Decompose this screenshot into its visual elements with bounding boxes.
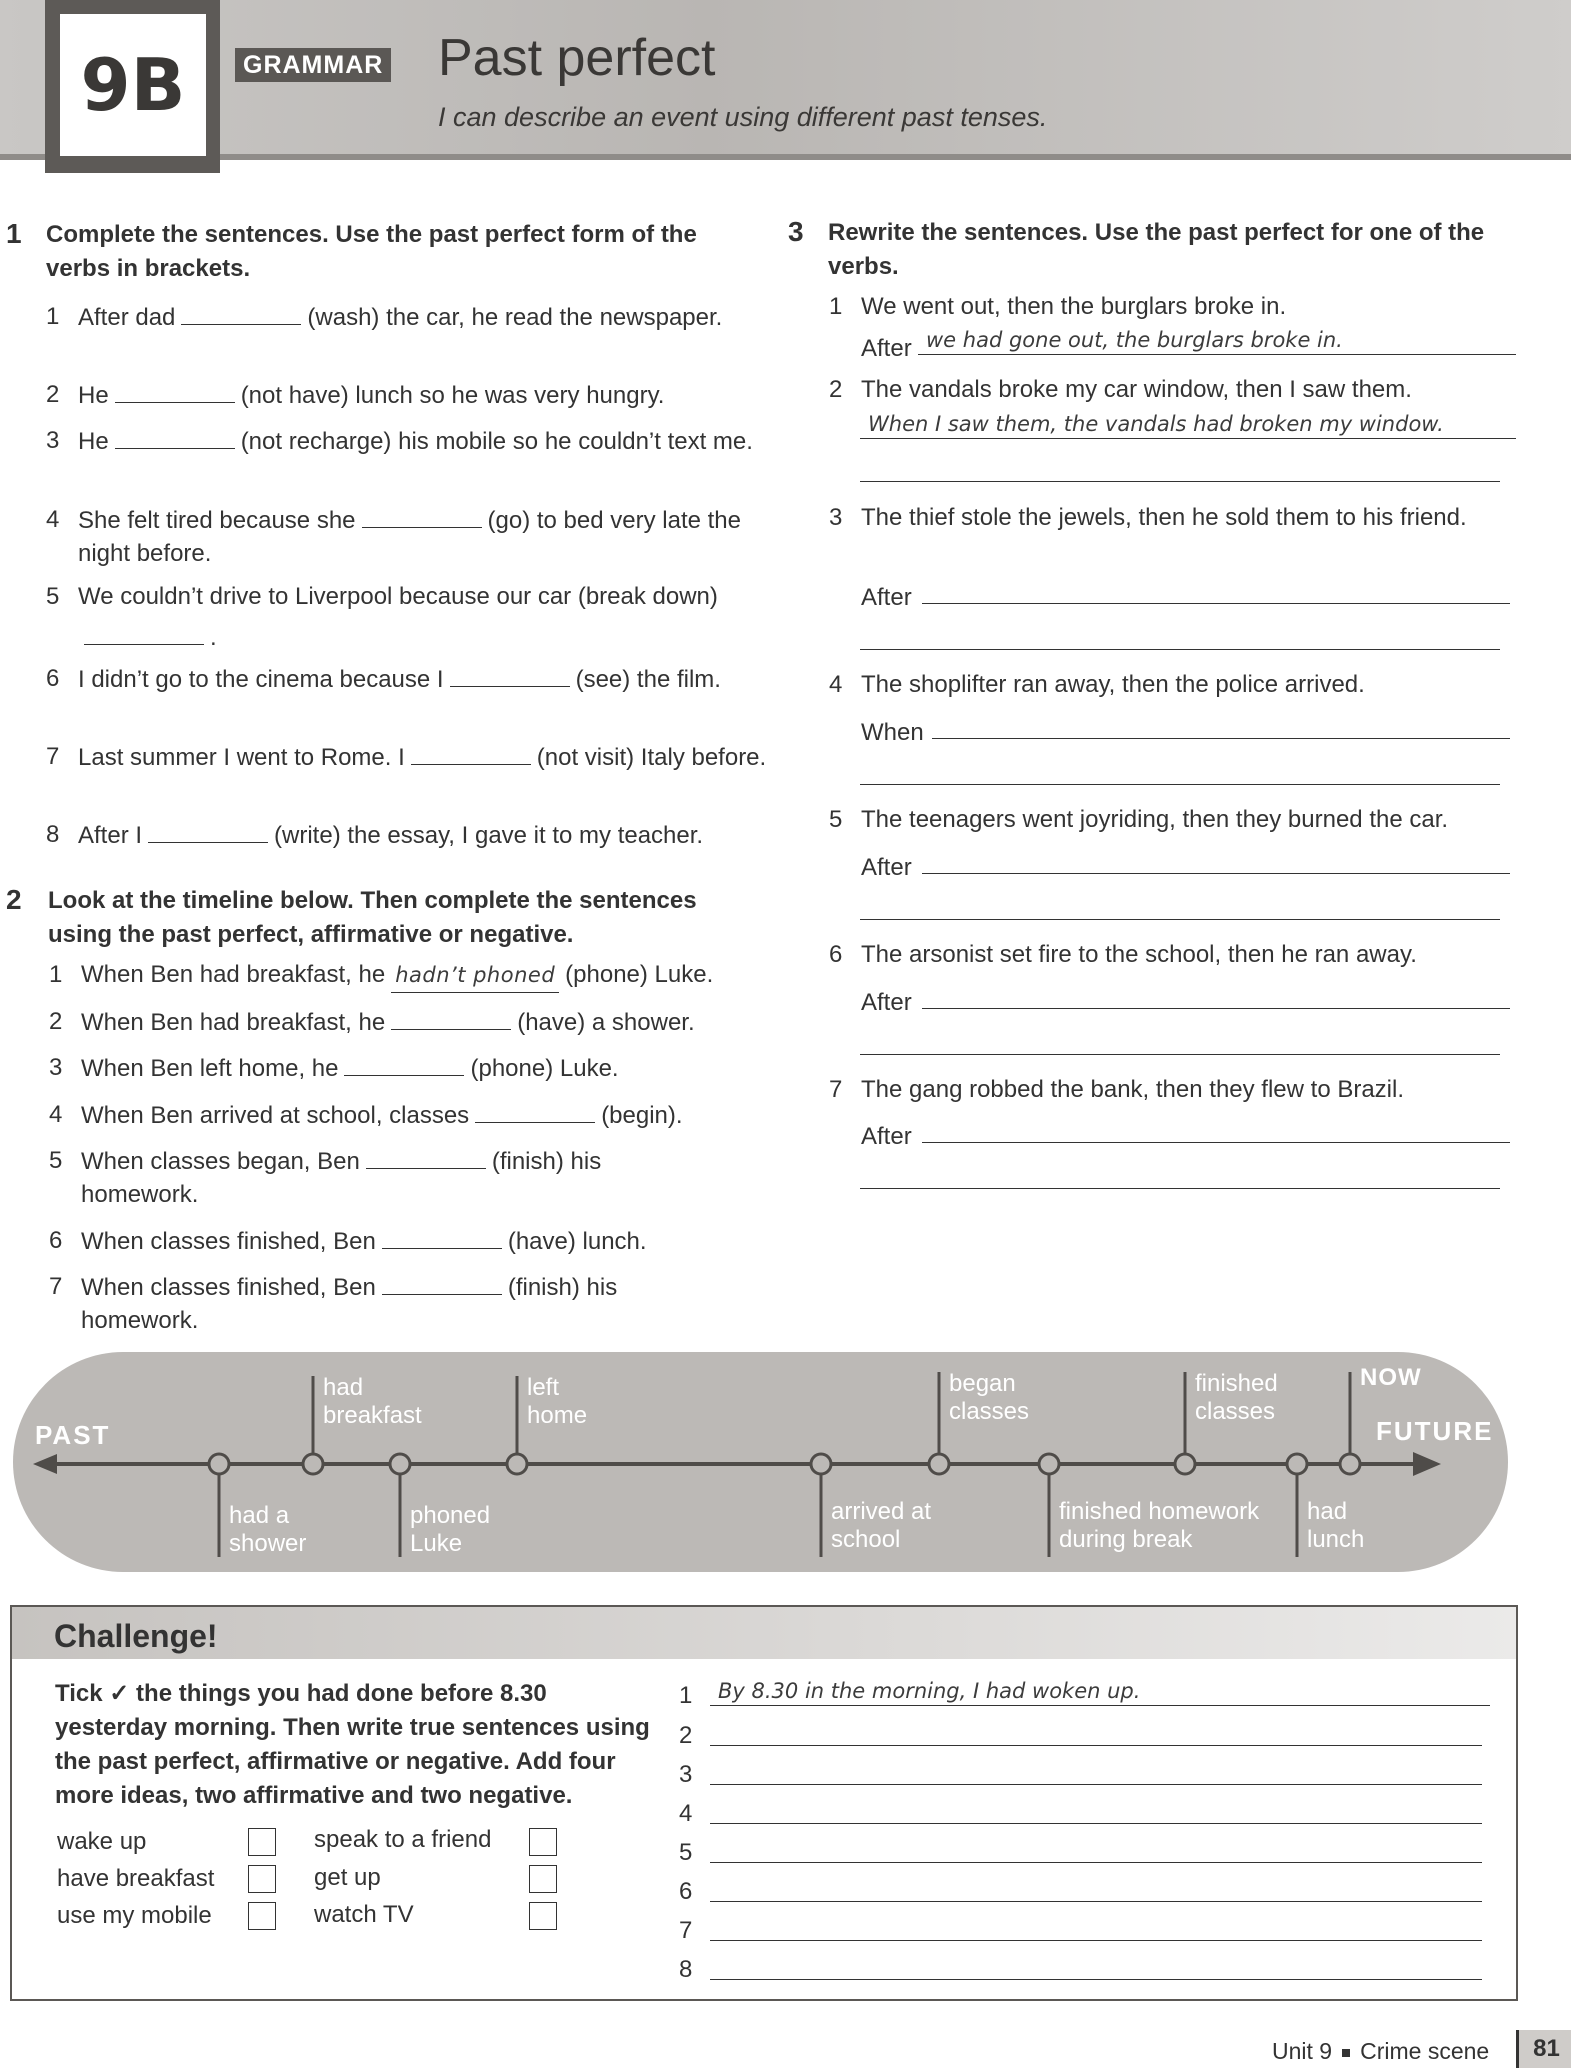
unit-code: 9B bbox=[60, 14, 206, 156]
timeline-event-finished-classes bbox=[1195, 1370, 1278, 1426]
page-number: 81 bbox=[1516, 2030, 1571, 2068]
answer-blank[interactable] bbox=[475, 1098, 595, 1123]
item-number: 1 bbox=[46, 303, 60, 330]
item-text-after: (finish) his homework. bbox=[81, 1148, 602, 1208]
item-text-before: When classes finished, Ben bbox=[81, 1228, 376, 1255]
item-number: 4 bbox=[829, 671, 843, 698]
answer-line[interactable] bbox=[860, 648, 1500, 650]
event-marker bbox=[1340, 1454, 1360, 1474]
line-number: 4 bbox=[679, 1800, 693, 1827]
event-line: home bbox=[527, 1402, 588, 1429]
item-number: 3 bbox=[829, 504, 843, 531]
item-text-after: (wash) the car, he read the newspaper. bbox=[307, 304, 723, 331]
tick-item-label: have breakfast bbox=[57, 1865, 215, 1892]
item-text-after: . bbox=[210, 624, 217, 651]
ex3-sentence bbox=[829, 373, 1561, 406]
item-number: 6 bbox=[46, 665, 60, 692]
item-text-before: When Ben had breakfast, he bbox=[81, 961, 386, 988]
event-line: had bbox=[323, 1374, 364, 1401]
item-text-after: (write) the essay, I gave it to my teacher. bbox=[274, 822, 704, 849]
answer-line[interactable] bbox=[710, 1744, 1482, 1746]
item-text-before: After dad bbox=[78, 304, 176, 331]
answer-blank[interactable] bbox=[181, 300, 301, 325]
event-line: during break bbox=[1059, 1526, 1193, 1553]
item-number: 5 bbox=[46, 583, 60, 610]
answer-blank[interactable] bbox=[366, 1144, 486, 1169]
footer-unit: Unit 9 bbox=[1272, 2038, 1333, 2064]
ex1-item bbox=[46, 662, 778, 696]
answer-blank[interactable] bbox=[115, 424, 235, 449]
challenge-title: Challenge! bbox=[54, 1618, 218, 1654]
answer-line[interactable] bbox=[860, 1053, 1500, 1055]
ex1-item bbox=[46, 576, 718, 658]
challenge-header-band bbox=[12, 1607, 1516, 1659]
grammar-tag: GRAMMAR bbox=[235, 48, 391, 82]
item-number: 1 bbox=[829, 293, 843, 320]
ex3-prompt: After bbox=[861, 854, 912, 881]
answer-blank[interactable] bbox=[391, 1005, 511, 1030]
item-number: 2 bbox=[829, 376, 843, 403]
ex3-prompt: After bbox=[861, 584, 912, 611]
event-line: Luke bbox=[410, 1530, 463, 1557]
item-text-before: When Ben arrived at school, classes bbox=[81, 1102, 470, 1129]
tick-item-label: watch TV bbox=[314, 1901, 414, 1928]
page-subtitle: I can describe an event using different past tenses. bbox=[438, 102, 1048, 132]
bullet-square-icon bbox=[1342, 2049, 1350, 2057]
line-number: 7 bbox=[679, 1917, 693, 1944]
item-text-after: (go) to bed very late the night before. bbox=[78, 507, 741, 567]
ex2-item bbox=[49, 1051, 801, 1085]
item-number: 2 bbox=[46, 381, 60, 408]
line-number: 3 bbox=[679, 1761, 693, 1788]
event-marker bbox=[209, 1454, 229, 1474]
item-text-after: (not visit) Italy before. bbox=[536, 744, 767, 771]
event-line: left bbox=[527, 1374, 560, 1401]
item-text-before: Last summer I went to Rome. I bbox=[78, 744, 405, 771]
event-line: arrived at bbox=[831, 1498, 932, 1525]
event-marker bbox=[1175, 1454, 1195, 1474]
timeline-event-phoned-luke bbox=[410, 1502, 490, 1558]
item-number: 3 bbox=[46, 427, 60, 454]
item-text-after: (phone) Luke. bbox=[565, 961, 714, 988]
item-text-before: He bbox=[78, 428, 109, 455]
item-text-before: When Ben left home, he bbox=[81, 1055, 339, 1082]
item-text-after: (have) a shower. bbox=[517, 1009, 695, 1036]
ex3-prompt: When bbox=[861, 719, 924, 746]
answer-line[interactable] bbox=[860, 1187, 1500, 1189]
event-line: classes bbox=[949, 1398, 1030, 1425]
answer-blank[interactable] bbox=[84, 620, 204, 645]
ex2-item bbox=[49, 958, 801, 993]
timeline-now-label: NOW bbox=[1360, 1364, 1422, 1391]
exercise-2-number: 2 bbox=[6, 884, 22, 915]
timeline-event-left-home bbox=[527, 1374, 587, 1430]
event-marker bbox=[1039, 1454, 1059, 1474]
item-text-before: We couldn’t drive to Liverpool because our car (break down) bbox=[78, 583, 718, 610]
answer-line[interactable] bbox=[710, 1783, 1482, 1785]
line-number: 5 bbox=[679, 1839, 693, 1866]
item-text-after: (see) the film. bbox=[575, 666, 721, 693]
item-text-after: (not have) lunch so he was very hungry. bbox=[240, 382, 665, 409]
exercise-3-number: 3 bbox=[788, 216, 804, 247]
ex2-item bbox=[49, 1224, 801, 1258]
item-number: 5 bbox=[49, 1147, 63, 1174]
item-sentence: We went out, then the burglars broke in. bbox=[861, 293, 1287, 320]
tick-checkbox[interactable] bbox=[529, 1828, 557, 1856]
tick-checkbox[interactable] bbox=[248, 1828, 276, 1856]
exercise-2-instruction: Look at the timeline below. Then complete the sentences using the past perfect, affirmative or negative. bbox=[48, 887, 697, 948]
item-sentence: The shoplifter ran away, then the police arrived. bbox=[861, 671, 1365, 698]
answer-blank[interactable] bbox=[344, 1051, 464, 1076]
ex3-prompt: After bbox=[861, 1123, 912, 1150]
tick-item-label: get up bbox=[314, 1864, 381, 1891]
answer-blank[interactable] bbox=[450, 662, 570, 687]
event-line: phoned bbox=[410, 1502, 491, 1529]
ex2-item bbox=[49, 1144, 721, 1211]
answer-line[interactable] bbox=[710, 1978, 1482, 1980]
item-number: 1 bbox=[49, 961, 63, 988]
event-marker bbox=[390, 1454, 410, 1474]
item-text-after: (have) lunch. bbox=[507, 1228, 647, 1255]
event-line: finished homework bbox=[1059, 1498, 1260, 1525]
item-text-after: (not recharge) his mobile so he couldn’t text me. bbox=[240, 428, 753, 455]
item-sentence: The teenagers went joyriding, then they burned the car. bbox=[861, 806, 1449, 833]
tick-item-label: speak to a friend bbox=[314, 1826, 492, 1853]
answer-line[interactable] bbox=[922, 1141, 1510, 1143]
ex2-item bbox=[49, 1270, 721, 1337]
event-line: had a bbox=[229, 1502, 290, 1529]
event-marker bbox=[507, 1454, 527, 1474]
ex1-item bbox=[46, 740, 778, 774]
event-line: breakfast bbox=[323, 1402, 422, 1429]
item-number: 6 bbox=[829, 941, 843, 968]
answer-line[interactable] bbox=[860, 783, 1500, 785]
line-number: 6 bbox=[679, 1878, 693, 1905]
ex3-sentence bbox=[829, 938, 1561, 971]
ex3-prompt: After bbox=[861, 335, 912, 362]
ex2-item bbox=[49, 1005, 801, 1039]
answer-line[interactable] bbox=[922, 872, 1510, 874]
event-marker bbox=[1287, 1454, 1307, 1474]
item-sentence: The vandals broke my car window, then I saw them. bbox=[861, 376, 1412, 403]
item-number: 2 bbox=[49, 1008, 63, 1035]
item-sentence: The gang robbed the bank, then they flew to Brazil. bbox=[861, 1076, 1405, 1103]
item-text-after: (finish) his homework. bbox=[81, 1274, 618, 1334]
item-number: 4 bbox=[49, 1101, 63, 1128]
item-text-before: He bbox=[78, 382, 109, 409]
line-number: 8 bbox=[679, 1956, 693, 1983]
exercise-1-instruction: Complete the sentences. Use the past perfect form of the verbs in brackets. bbox=[46, 221, 697, 282]
event-line: had bbox=[1307, 1498, 1348, 1525]
ex3-prompt: After bbox=[861, 989, 912, 1016]
arrow-left-icon bbox=[33, 1454, 57, 1474]
event-line: shower bbox=[229, 1530, 307, 1557]
answer-line[interactable] bbox=[860, 918, 1500, 920]
item-number: 4 bbox=[46, 506, 60, 533]
timeline-past-label: PAST bbox=[35, 1420, 111, 1450]
tick-checkbox[interactable] bbox=[248, 1902, 276, 1930]
answer-line[interactable] bbox=[932, 737, 1510, 739]
timeline bbox=[13, 1352, 1508, 1572]
item-number: 5 bbox=[829, 806, 843, 833]
item-number: 3 bbox=[49, 1054, 63, 1081]
event-line: classes bbox=[1195, 1398, 1276, 1425]
handwritten-answer: By 8.30 in the morning, I had woken up. bbox=[710, 1677, 1490, 1706]
item-sentence: The arsonist set fire to the school, then he ran away. bbox=[861, 941, 1417, 968]
item-number: 6 bbox=[49, 1227, 63, 1254]
line-number: 1 bbox=[679, 1682, 693, 1709]
tick-item-label: use my mobile bbox=[57, 1902, 212, 1929]
answer-blank[interactable] bbox=[382, 1224, 502, 1249]
ex3-sentence bbox=[829, 668, 1541, 701]
page-title: Past perfect bbox=[438, 29, 716, 87]
event-line: school bbox=[831, 1526, 901, 1553]
ex3-sentence bbox=[829, 803, 1561, 836]
answer-line[interactable] bbox=[922, 602, 1510, 604]
ex3-sentence bbox=[829, 290, 1561, 323]
item-text-before: When classes finished, Ben bbox=[81, 1274, 376, 1301]
answer-line[interactable] bbox=[710, 1900, 1482, 1902]
answer-line[interactable] bbox=[710, 1822, 1482, 1824]
handwritten-answer: we had gone out, the burglars broke in. bbox=[918, 326, 1516, 355]
answer-blank[interactable] bbox=[115, 378, 235, 403]
ex1-item bbox=[46, 378, 778, 412]
item-number: 7 bbox=[829, 1076, 843, 1103]
handwritten-answer: hadn’t phoned bbox=[391, 959, 559, 993]
arrow-right-icon bbox=[1413, 1452, 1441, 1476]
event-marker bbox=[811, 1454, 831, 1474]
timeline-event-arrived-at-school bbox=[831, 1498, 931, 1554]
exercise-1-number: 1 bbox=[6, 218, 22, 249]
challenge-instruction: Tick ✓ the things you had done before 8.30 yesterday morning. Then write true sentences using the past perfect, affirmative or negative. Add four more ideas, two affirmative and two negative. bbox=[55, 1680, 650, 1809]
footer-section: Crime scene bbox=[1360, 2038, 1490, 2064]
item-number: 7 bbox=[46, 743, 60, 770]
event-marker bbox=[303, 1454, 323, 1474]
timeline-event-had-lunch bbox=[1307, 1498, 1364, 1554]
handwritten-answer: When I saw them, the vandals had broken my window. bbox=[860, 410, 1516, 439]
event-line: lunch bbox=[1307, 1526, 1365, 1553]
item-text-after: (begin). bbox=[601, 1102, 683, 1129]
line-number: 2 bbox=[679, 1722, 693, 1749]
answer-blank[interactable] bbox=[382, 1270, 502, 1295]
ex1-item bbox=[46, 818, 798, 852]
item-text-before: She felt tired because she bbox=[78, 507, 356, 534]
ex1-item bbox=[46, 503, 778, 570]
event-line: began bbox=[949, 1370, 1016, 1397]
timeline-event-began-classes bbox=[949, 1370, 1029, 1426]
ex2-item bbox=[49, 1098, 801, 1132]
footer-unit-label bbox=[1272, 2038, 1489, 2065]
ex3-sentence bbox=[829, 1073, 1561, 1106]
event-marker bbox=[929, 1454, 949, 1474]
item-text-before: When Ben had breakfast, he bbox=[81, 1009, 386, 1036]
answer-line[interactable] bbox=[710, 1861, 1482, 1863]
answer-blank[interactable] bbox=[362, 503, 482, 528]
answer-line[interactable] bbox=[922, 1007, 1510, 1009]
timeline-event-finished-homework bbox=[1059, 1498, 1259, 1554]
item-text-before: After I bbox=[78, 822, 143, 849]
item-sentence: The thief stole the jewels, then he sold them to his friend. bbox=[861, 504, 1467, 531]
ex1-item bbox=[46, 300, 778, 334]
answer-line[interactable] bbox=[860, 480, 1500, 482]
item-text-before: When classes began, Ben bbox=[81, 1148, 360, 1175]
timeline-future-label: FUTURE bbox=[1376, 1416, 1494, 1446]
timeline-event-had-breakfast bbox=[323, 1374, 422, 1430]
exercise-3-instruction: Rewrite the sentences. Use the past perfect for one of the verbs. bbox=[828, 219, 1485, 280]
answer-blank[interactable] bbox=[411, 740, 531, 765]
item-text-before: I didn’t go to the cinema because I bbox=[78, 666, 444, 693]
item-number: 7 bbox=[49, 1273, 63, 1300]
tick-checkbox[interactable] bbox=[248, 1865, 276, 1893]
tick-checkbox[interactable] bbox=[529, 1865, 557, 1893]
tick-item-label: wake up bbox=[57, 1828, 147, 1855]
tick-checkbox[interactable] bbox=[529, 1902, 557, 1930]
event-line: finished bbox=[1195, 1370, 1278, 1397]
timeline-event-had-a-shower bbox=[229, 1502, 306, 1558]
answer-blank[interactable] bbox=[148, 818, 268, 843]
item-text-after: (phone) Luke. bbox=[470, 1055, 619, 1082]
ex1-item bbox=[46, 424, 778, 458]
answer-line[interactable] bbox=[710, 1939, 1482, 1941]
item-number: 8 bbox=[46, 821, 60, 848]
ex3-sentence bbox=[829, 501, 1541, 534]
